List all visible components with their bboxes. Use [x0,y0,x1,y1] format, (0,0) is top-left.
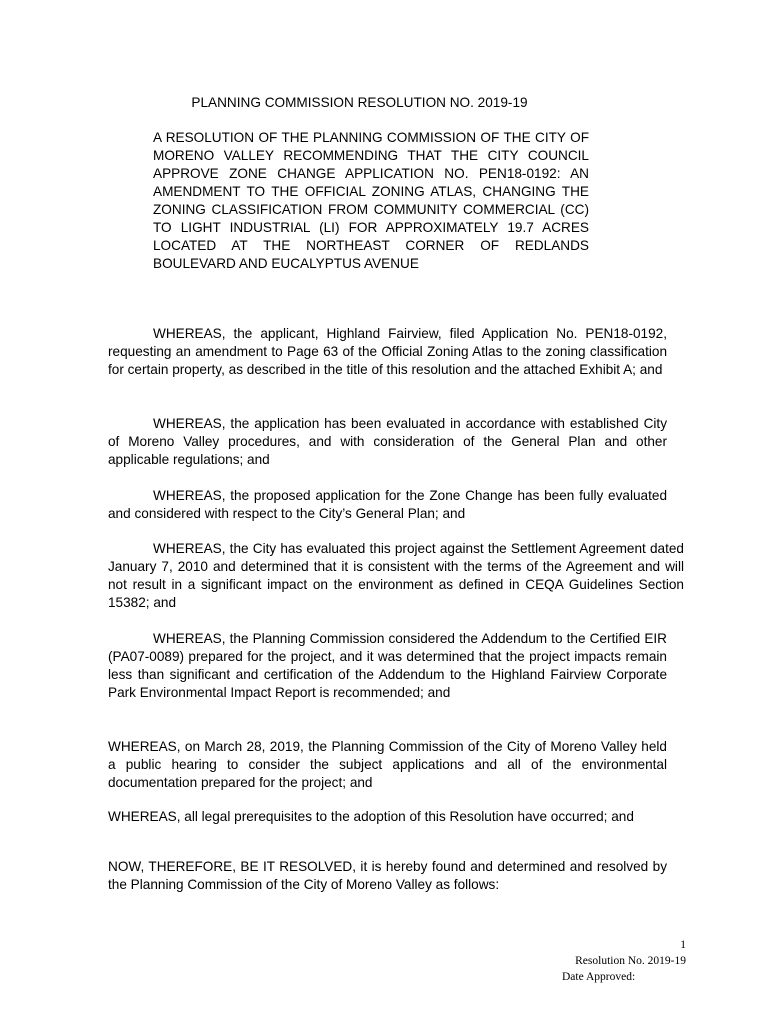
resolution-caption: A RESOLUTION OF THE PLANNING COMMISSION OF THE CITY OF MORENO VALLEY RECOMMENDING THAT THE CITY COUNCIL APPROVE ZONE CHANGE APPLICATION NO. PEN18-0192: AN AMENDMENT TO THE OFFICIAL ZONING ATLAS, CHANGING THE ZONING CLASSIFICATION FROM COMMUNITY COMMERCIAL (CC) TO LIGHT INDUSTRIAL (LI) FOR APPROXIMATELY 19.7 ACRES LOCATED AT THE NORTHEAST CORNER OF REDLANDS BOULEVARD AND EUCALYPTUS AVENUE [153,130,589,271]
resolution-title: PLANNING COMMISSION RESOLUTION NO. 2019-19 [191,95,528,110]
whereas-addendum-paragraph: WHEREAS, the Planning Commission considered the Addendum to the Certified EIR (PA07-0089) prepared for the project, and it was determined that the project impacts remain less than significant and certification of the Addendum to the Highland Fairview Corporate Park Environmental Impact Report is recommended; and [108,631,667,700]
whereas-public-hearing-paragraph: WHEREAS, on March 28, 2019, the Planning Commission of the City of Moreno Valley held a public hearing to consider the subject applications and all of the environmental documentation prepared for the project; and [108,739,667,790]
whereas-evaluation-paragraph: WHEREAS, the application has been evaluated in accordance with established City of Moreno Valley procedures, and with consideration of the General Plan and other applicable regulations; and [108,416,667,467]
whereas-prerequisites-paragraph: WHEREAS, all legal prerequisites to the adoption of this Resolution have occurred; and [108,809,634,824]
footer-date-approved: Date Approved: [562,971,636,983]
whereas-settlement-paragraph: WHEREAS, the City has evaluated this project against the Settlement Agreement dated January 7, 2010 and determined that it is consistent with the terms of the Agreement and will not result in a significant impact on the environment as defined in CEQA Guidelines Section 15382; and [108,541,684,610]
whereas-general-plan-paragraph: WHEREAS, the proposed application for the Zone Change has been fully evaluated and considered with respect to the City’s General Plan; and [108,488,667,521]
whereas-applicant-paragraph: WHEREAS, the applicant, Highland Fairview, filed Application No. PEN18-0192, requesting an amendment to Page 63 of the Official Zoning Atlas to the zoning classification for certain property, as described in the title of this resolution and the attached Exhibit A; and [108,326,667,377]
footer-resolution-ref: Resolution No. 2019-19 [575,955,686,967]
now-therefore-paragraph: NOW, THEREFORE, BE IT RESOLVED, it is hereby found and determined and resolved by the Planning Commission of the City of Moreno Valley as follows: [108,859,667,892]
page-number: 1 [680,939,686,951]
